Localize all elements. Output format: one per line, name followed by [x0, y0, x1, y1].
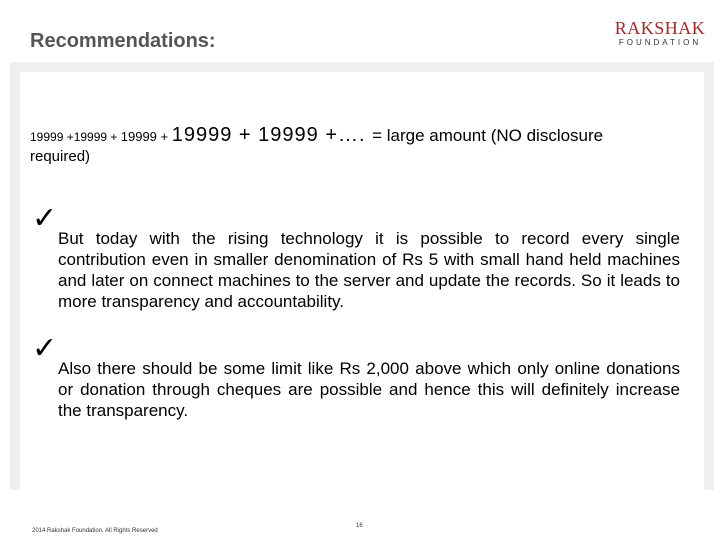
page-number: 16: [356, 523, 363, 529]
logo-sub-text: FOUNDATION: [618, 38, 702, 47]
rakshak-logo: [612, 18, 708, 48]
equation-result: = large amount (NO disclosure: [372, 126, 604, 145]
equation-part-small: 19999 +19999 +: [30, 130, 121, 144]
equation-continuation: required): [30, 148, 91, 165]
check-icon: ✓: [32, 201, 58, 236]
slide-title: Recommendations:: [30, 30, 216, 52]
bullet-item: [32, 201, 680, 312]
bullet-item: [32, 331, 680, 421]
logo-main-text: RAKSHAK: [614, 18, 706, 38]
equation-line: [30, 124, 680, 147]
bullet-text: Also there should be some limit like Rs 2,000 above which only online donations or donation through cheques are possible and hence this will definitely increase the transparency.: [58, 359, 680, 420]
check-icon: ✓: [32, 331, 58, 366]
equation-part-medium: 19999 +: [120, 129, 172, 144]
bullet-text: But today with the rising technology it is possible to record every single contribution even in smaller denomination of Rs 5 with small hand held machines and later on connect machines to the server and update the records. So it leads to more transparency and accountability.: [58, 229, 680, 311]
footer-copyright: 2014 Rakshak Foundation. All Rights Reserved: [32, 528, 158, 534]
equation-part-large: 19999 + 19999 +….: [171, 124, 373, 146]
